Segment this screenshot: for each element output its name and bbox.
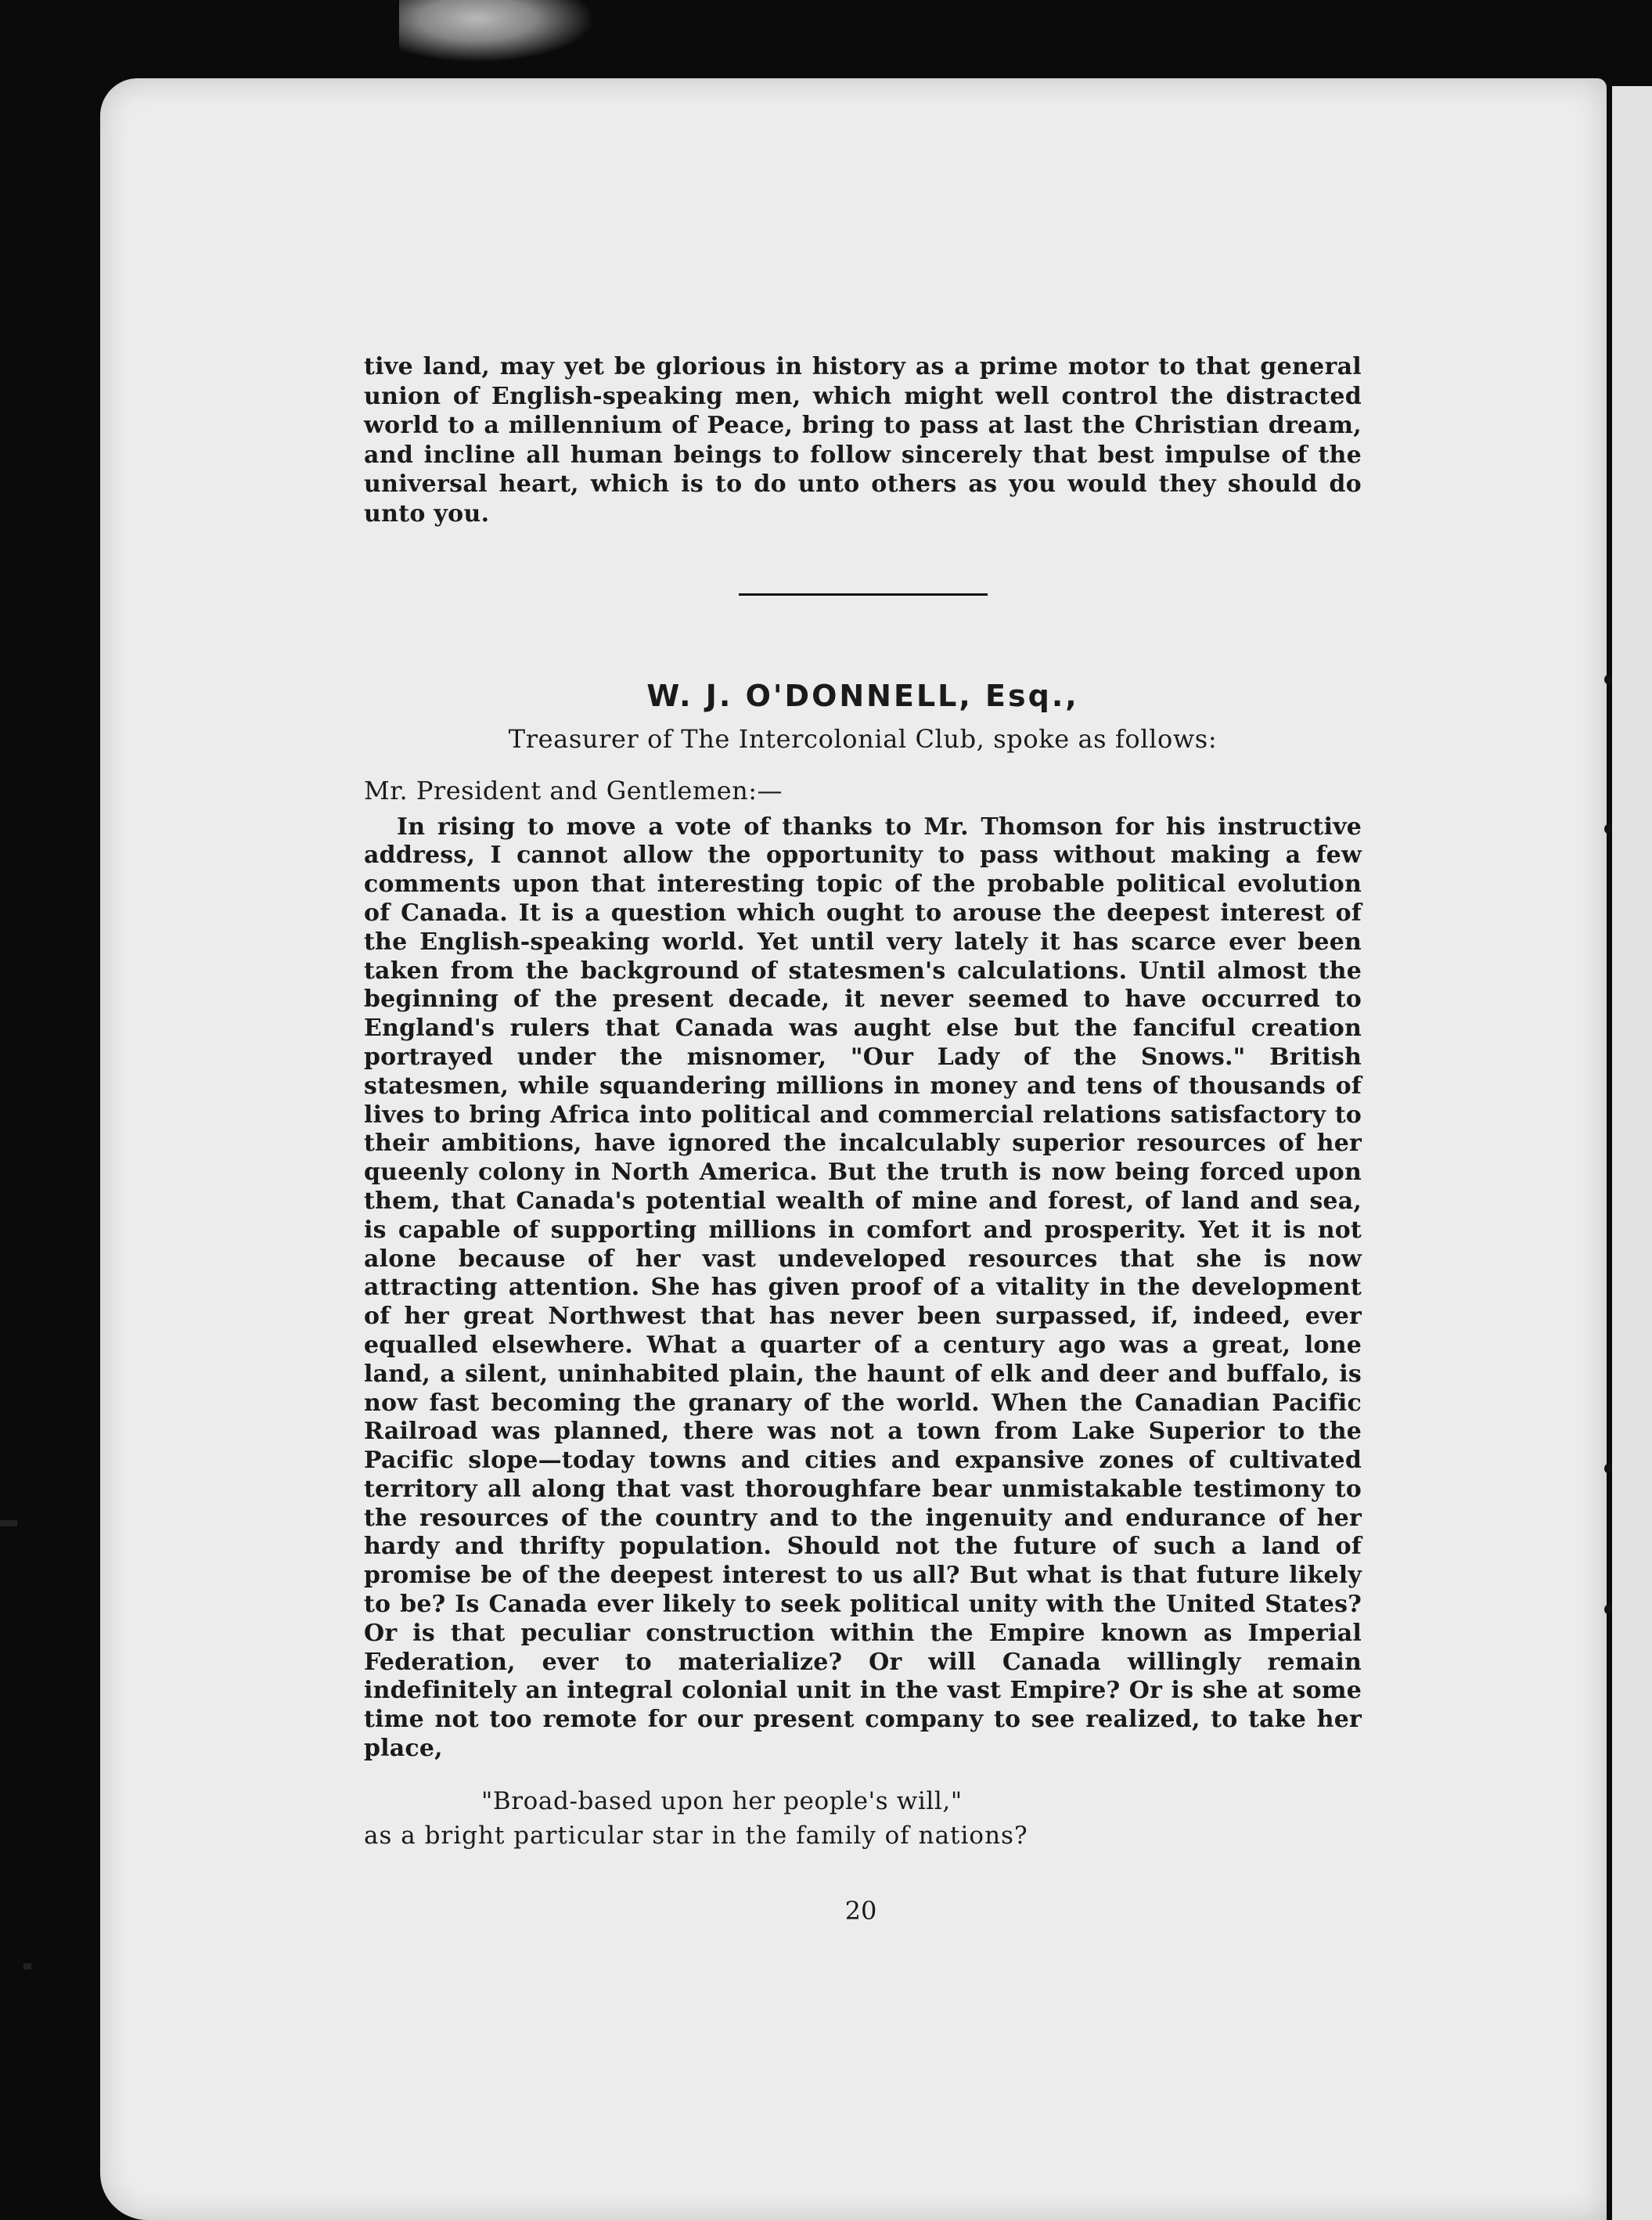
closing-line: as a bright particular star in the family of nations? — [364, 1821, 1028, 1850]
speaker-heading: W. J. O'DONNELL, Esq., — [646, 678, 1079, 713]
margin-mark — [1604, 1605, 1612, 1614]
margin-mark — [1604, 1464, 1612, 1473]
margin-mark — [23, 1963, 31, 1970]
margin-mark — [0, 1520, 17, 1526]
continued-paragraph: tive land, may yet be glorious in history as a prime motor to that general union of English-speaking men, which might well control the distracted world to a millennium of Peace, bring to pass at last the Christian dream, and incline all human beings to follow sincerely that best impulse of the universal heart, which is to do unto others as you would they should do unto you. — [364, 353, 1362, 528]
section-divider — [739, 593, 988, 596]
scan-artifact — [399, 0, 595, 63]
speech-paragraph: In rising to move a vote of thanks to Mr. Thomson for his instructive address, I cannot allow the opportunity to pass without making a few comments upon that interesting topic of the probable political evolution of Canada. It is a question which ought to arouse the deepest interest of the English-speaking world. Yet until very lately it has scarce ever been taken from the background of statesmen's calculations. Until almost the beginning of the present decade, it never seemed to have occurred to England's rulers that Canada was aught else but the fanciful creation portrayed under the misnomer, "Our Lady of the Snows." British statesmen, while squandering millions in money and tens of thousands of lives to bring Africa into political and commercial relations satisfactory to their ambitions, have ignored the incalculably superior resources of her queenly colony in North America. But the truth is now being forced upon them, that Canada's potential wealth of mine and forest, of land and sea, is capable of supporting millions in comfort and prosperity. Yet it is not alone because of her vast undeveloped resources that she is now attracting attention. She has given proof of a vitality in the development of her great Northwest that has never been surpassed, if, indeed, ever equalled elsewhere. What a quarter of a century ago was a great, lone land, a silent, uninhabited plain, the haunt of elk and deer and buffalo, is now fast becoming the granary of the world. When the Canadian Pacific Railroad was planned, there was not a town from Lake Superior to the Pacific slope—today towns and cities and expansive zones of cultivated territory all along that vast thoroughfare bear unmistakable testimony to the resources of the country and to the ingenuity and endurance of her hardy and thrifty population. Should not the future of such a land of promise be of the deepest interest to us all? But what is that future likely to be? Is Canada ever likely to seek political unity with the United States? Or is that peculiar construction within the Empire known as Imperial Federation, ever to materialize? Or will Canada willingly remain indefinitely an integral colonial unit in the vast Empire? Or is she at some time not too remote for our present company to see realized, to take her place, — [364, 813, 1362, 1763]
quotation-line: "Broad-based upon her people's will," — [481, 1786, 963, 1815]
page-content — [364, 352, 1362, 1850]
adjacent-page-edge — [1612, 86, 1652, 2220]
speaker-title: Treasurer of The Intercolonial Club, spoke as follows: — [508, 723, 1218, 754]
page-number: 20 — [844, 1896, 877, 1926]
margin-mark — [1604, 675, 1612, 684]
margin-mark — [1604, 824, 1612, 834]
salutation: Mr. President and Gentlemen:— — [364, 775, 783, 805]
